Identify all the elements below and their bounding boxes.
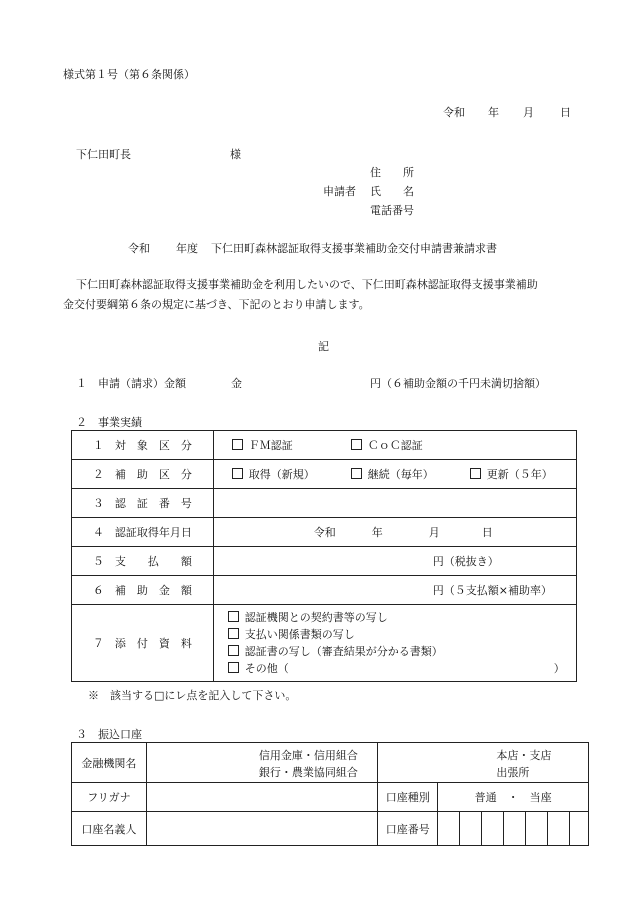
- account-digit[interactable]: [547, 812, 569, 846]
- performance-table: [71, 430, 577, 682]
- addressee-honorific: 様: [230, 148, 241, 161]
- applicant-phone-label: 電話番号: [370, 204, 414, 217]
- payment-field[interactable]: [213, 547, 576, 576]
- branch-types[interactable]: [378, 743, 589, 783]
- account-holder-field[interactable]: [146, 812, 377, 846]
- subsidy-amount-unit: 円（５支払額×補助率）: [432, 584, 552, 597]
- bank-types-line-2: 銀行・農業協同組合: [258, 766, 358, 779]
- account-digit[interactable]: [504, 812, 526, 846]
- date-era: 令和: [443, 106, 465, 119]
- row-label-payment: ５ 支 払 額: [72, 547, 214, 576]
- section1-label: １ 申請（請求）金額: [76, 377, 186, 390]
- account-digit[interactable]: [569, 812, 588, 846]
- checkbox-icon[interactable]: [470, 468, 481, 479]
- cert-date-day: 日: [481, 526, 493, 539]
- applicant-role: 申請者: [323, 185, 356, 198]
- section3-heading: ３ 振込口座: [76, 728, 142, 741]
- addressee-name: 下仁田町長: [76, 148, 131, 161]
- option-coc[interactable]: ＣｏＣ認証: [351, 437, 423, 453]
- attachments-list: [213, 605, 576, 682]
- subsidy-type-options: [213, 460, 576, 489]
- attachment-other[interactable]: その他（ ）: [214, 660, 576, 677]
- option-continue[interactable]: 継続（毎年）: [351, 466, 434, 482]
- row-label-cert-number: ３ 認 証 番 号: [72, 489, 214, 518]
- cert-date-era: 令和: [313, 526, 336, 539]
- bank-types[interactable]: [146, 743, 377, 783]
- cert-number-field[interactable]: [213, 489, 576, 518]
- checkbox-icon[interactable]: [232, 439, 243, 450]
- checkbox-icon[interactable]: [232, 468, 243, 479]
- body-line-2: 金交付要綱第６条の規定に基づき、下記のとおり申請します。: [63, 298, 370, 311]
- row-label-cert-date: ４ 認証取得年月日: [72, 518, 214, 547]
- account-digit[interactable]: [438, 812, 460, 846]
- bank-types-line-1: 信用金庫・信用組合: [258, 749, 358, 762]
- branch-line-1: 本店・支店: [496, 749, 552, 762]
- checkbox-icon[interactable]: [351, 439, 362, 450]
- attachment-contract[interactable]: 認証機関との契約書等の写し: [214, 609, 576, 626]
- checkbox-icon[interactable]: [228, 628, 239, 639]
- account-type-label: 口座種別: [378, 783, 438, 812]
- body-line-1: 下仁田町森林認証取得支援事業補助金を利用したいので、下仁田町森林認証取得支援事業補助: [76, 278, 538, 291]
- account-digit[interactable]: [482, 812, 504, 846]
- title-era: 令和: [128, 242, 150, 255]
- target-options: [213, 431, 576, 460]
- form-number: 様式第１号（第６条関係）: [63, 68, 195, 81]
- furigana-field[interactable]: [146, 783, 377, 812]
- date-day: 日: [560, 106, 571, 119]
- checkbox-icon[interactable]: [351, 468, 362, 479]
- checkbox-icon[interactable]: [228, 662, 239, 673]
- date-month: 月: [523, 106, 534, 119]
- checkbox-note: ※ 該当する□にレ点を記入して下さい。: [88, 689, 297, 702]
- cert-date-month: 月: [428, 526, 440, 539]
- option-renew[interactable]: 更新（５年）: [470, 466, 553, 482]
- attachment-payment-docs[interactable]: 支払い関係書類の写し: [214, 626, 576, 643]
- applicant-name-label: 氏 名: [370, 185, 414, 198]
- checkbox-icon[interactable]: [228, 645, 239, 656]
- cert-date-year: 年: [371, 526, 383, 539]
- section1-yen-note: 円（６補助金額の千円未満切捨額）: [370, 377, 546, 390]
- row-label-attachments: ７ 添 付 資 料: [72, 605, 214, 682]
- other-close-paren: ）: [553, 662, 565, 675]
- account-holder-label: 口座名義人: [72, 812, 147, 846]
- applicant-address-label: 住 所: [370, 166, 414, 179]
- checkbox-icon[interactable]: [228, 611, 239, 622]
- bank-account-table: [71, 742, 589, 846]
- cert-date-field[interactable]: [213, 518, 576, 547]
- subsidy-amount-field[interactable]: [213, 576, 576, 605]
- ki-marker: 記: [318, 340, 329, 353]
- row-label-target: １ 対 象 区 分: [72, 431, 214, 460]
- row-label-subsidy-type: ２ 補 助 区 分: [72, 460, 214, 489]
- section1-kin: 金: [231, 377, 242, 390]
- payment-unit: 円（税抜き）: [432, 555, 499, 568]
- date-year: 年: [488, 106, 499, 119]
- branch-line-2: 出張所: [496, 766, 530, 779]
- title-year: 年度: [176, 242, 198, 255]
- option-fm[interactable]: ＦＭ認証: [232, 437, 293, 453]
- furigana-label: フリガナ: [72, 783, 147, 812]
- option-new[interactable]: 取得（新規）: [232, 466, 315, 482]
- attachment-certificate[interactable]: 認証書の写し（審査結果が分かる書類）: [214, 643, 576, 660]
- account-number-label: 口座番号: [378, 812, 438, 846]
- bank-name-label: 金融機関名: [72, 743, 147, 783]
- account-type-options[interactable]: 普通 ・ 当座: [438, 783, 589, 812]
- row-label-subsidy-amount: ６ 補 助 金 額: [72, 576, 214, 605]
- account-digit[interactable]: [526, 812, 548, 846]
- page-title: 下仁田町森林認証取得支援事業補助金交付申請書兼請求書: [211, 242, 497, 255]
- account-digit[interactable]: [460, 812, 482, 846]
- section2-heading: ２ 事業実績: [76, 416, 142, 429]
